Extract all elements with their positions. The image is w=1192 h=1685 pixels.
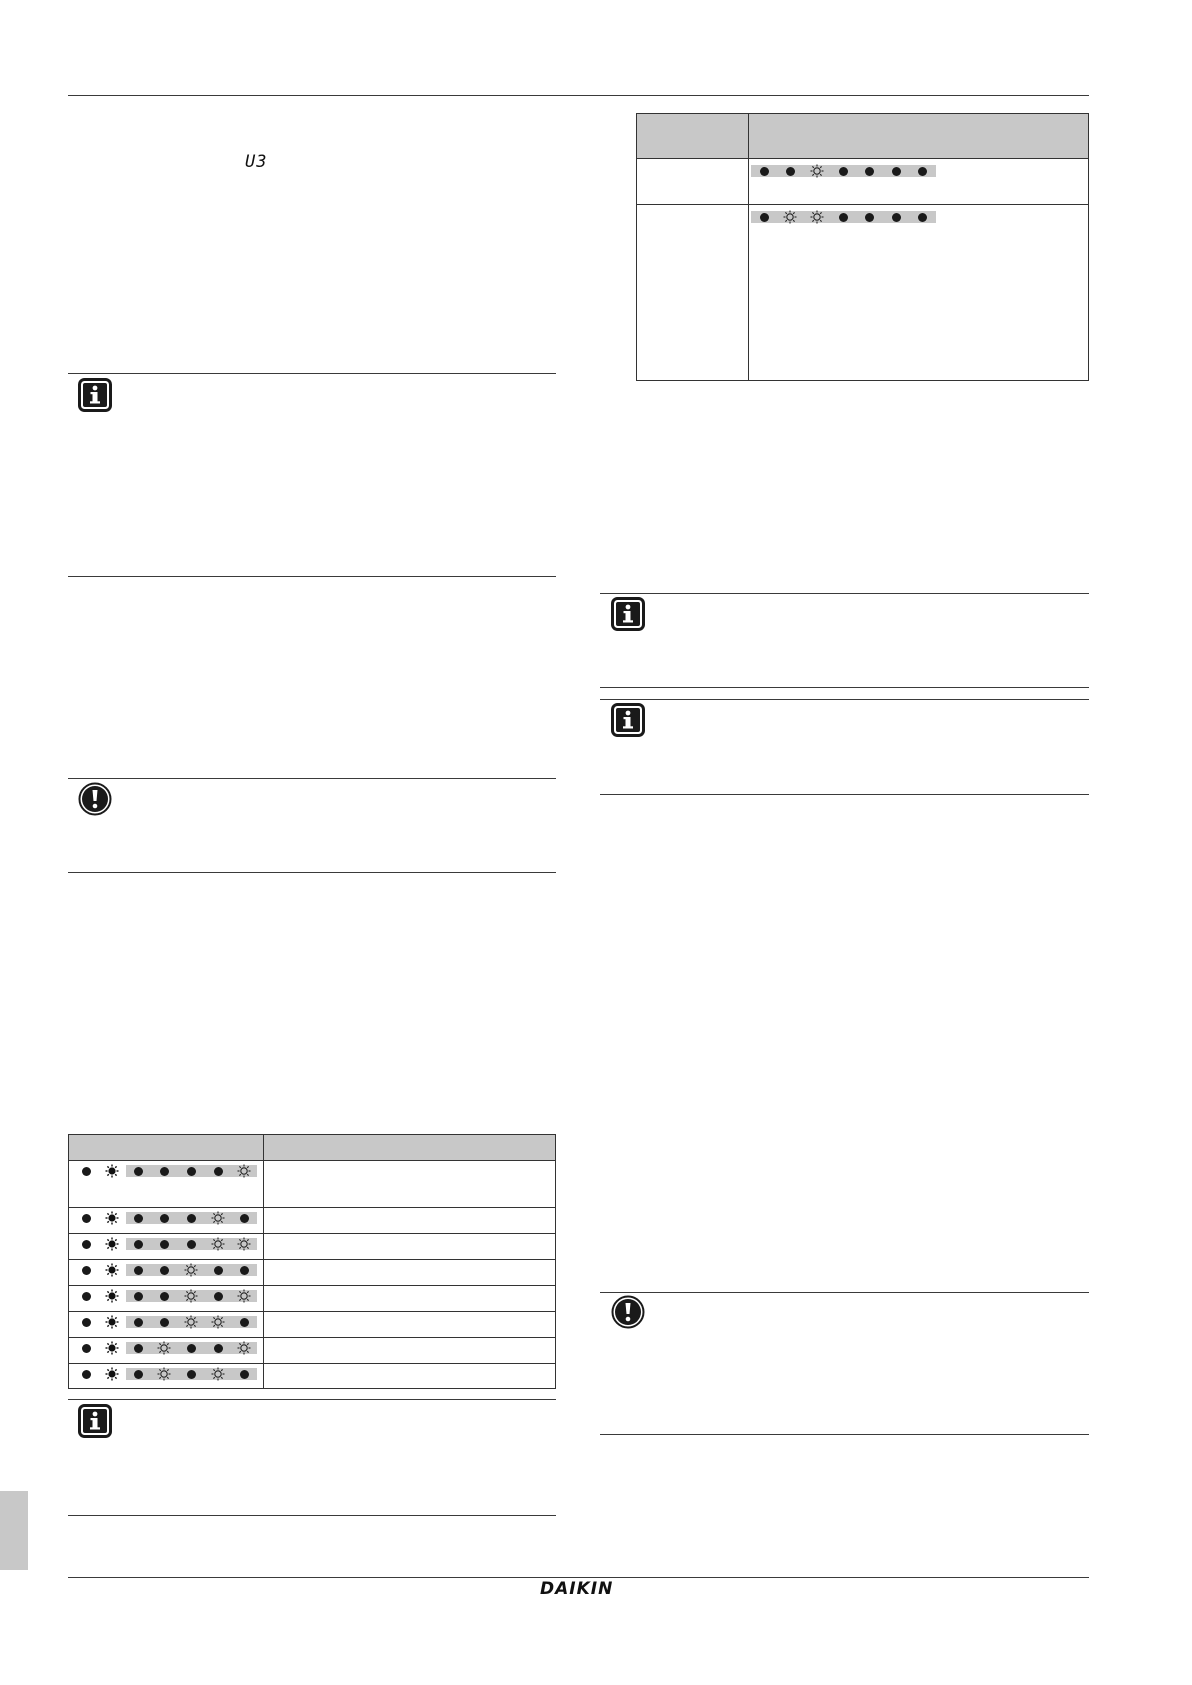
info-icon [611,703,645,737]
warning-box-1-top-rule [68,778,556,779]
led-off [865,167,874,176]
led-blinking [783,210,797,224]
led-off [214,1167,223,1176]
table-row-divider [636,158,1089,159]
led-on [105,1289,119,1303]
table-row-divider [68,1233,556,1234]
led-off [918,213,927,222]
led-off [839,167,848,176]
led-blinking [157,1341,171,1355]
led-on [105,1263,119,1277]
table-row-divider [68,1337,556,1338]
led-off [240,1266,249,1275]
table-row-divider [68,1259,556,1260]
led-blinking [211,1237,225,1251]
led-off [240,1214,249,1223]
led-on [105,1237,119,1251]
table-row-divider [68,1207,556,1208]
led-off [134,1344,143,1353]
led-blinking [211,1367,225,1381]
led-off [82,1344,91,1353]
led-off [240,1370,249,1379]
warning-box-2-top-rule [600,1292,1089,1293]
led-off [82,1370,91,1379]
led-off [187,1344,196,1353]
led-on [105,1341,119,1355]
led-blinking [237,1341,251,1355]
led-blinking [810,210,824,224]
led-off [160,1240,169,1249]
led-on [105,1315,119,1329]
info-icon [78,378,112,412]
table-row-divider [636,204,1089,205]
led-off [892,213,901,222]
led-off [187,1167,196,1176]
led-blinking [237,1237,251,1251]
led-blinking [157,1367,171,1381]
led-off [892,167,901,176]
led-off [918,167,927,176]
led-on [105,1164,119,1178]
led-off [134,1318,143,1327]
led-off [214,1344,223,1353]
led-off [240,1318,249,1327]
led-blinking [184,1315,198,1329]
table-frame [636,113,1089,381]
led-off [160,1167,169,1176]
led-off [134,1266,143,1275]
led-blinking [184,1289,198,1303]
led-blinking [237,1289,251,1303]
led-off [160,1214,169,1223]
led-off [160,1318,169,1327]
info-box-4-bottom-rule [600,794,1089,795]
led-off [82,1266,91,1275]
header-rule [68,95,1089,96]
info-box-2-bottom-rule [68,1515,556,1516]
info-icon [78,1404,112,1438]
led-off [134,1167,143,1176]
led-off [82,1318,91,1327]
table-row-divider [68,1160,556,1161]
footer-rule [68,1577,1089,1578]
info-icon [611,597,645,631]
led-off [760,213,769,222]
led-on [105,1211,119,1225]
info-box-1-bottom-rule [68,576,556,577]
info-box-3-bottom-rule [600,687,1089,688]
led-off [214,1266,223,1275]
info-box-1-top-rule [68,373,556,374]
led-on [105,1367,119,1381]
led-off [82,1240,91,1249]
led-off [187,1370,196,1379]
led-blinking [184,1263,198,1277]
led-off [134,1240,143,1249]
brand-logo: DAIKIN [540,1579,614,1599]
led-off [865,213,874,222]
led-off [786,167,795,176]
led-off [160,1266,169,1275]
display-code: U3 [245,152,268,172]
led-off [160,1292,169,1301]
table-column-divider [748,113,749,381]
led-off [187,1214,196,1223]
info-box-2-top-rule [68,1399,556,1400]
led-off [82,1167,91,1176]
table-row-divider [68,1285,556,1286]
led-off [839,213,848,222]
info-box-3-top-rule [600,593,1089,594]
led-off [82,1292,91,1301]
led-off [134,1292,143,1301]
led-off [134,1214,143,1223]
led-off [187,1240,196,1249]
side-tab [0,1491,28,1570]
led-blinking [211,1315,225,1329]
led-blinking [211,1211,225,1225]
warning-box-2-bottom-rule [600,1434,1089,1435]
led-off [760,167,769,176]
led-off [134,1370,143,1379]
exclamation-icon [611,1295,645,1329]
table-row-divider [68,1311,556,1312]
warning-box-1-bottom-rule [68,872,556,873]
led-blinking [237,1164,251,1178]
led-off [214,1292,223,1301]
table-row-divider [68,1363,556,1364]
exclamation-icon [78,782,112,816]
table-column-divider [263,1134,264,1389]
info-box-4-top-rule [600,699,1089,700]
led-blinking [810,164,824,178]
led-off [82,1214,91,1223]
